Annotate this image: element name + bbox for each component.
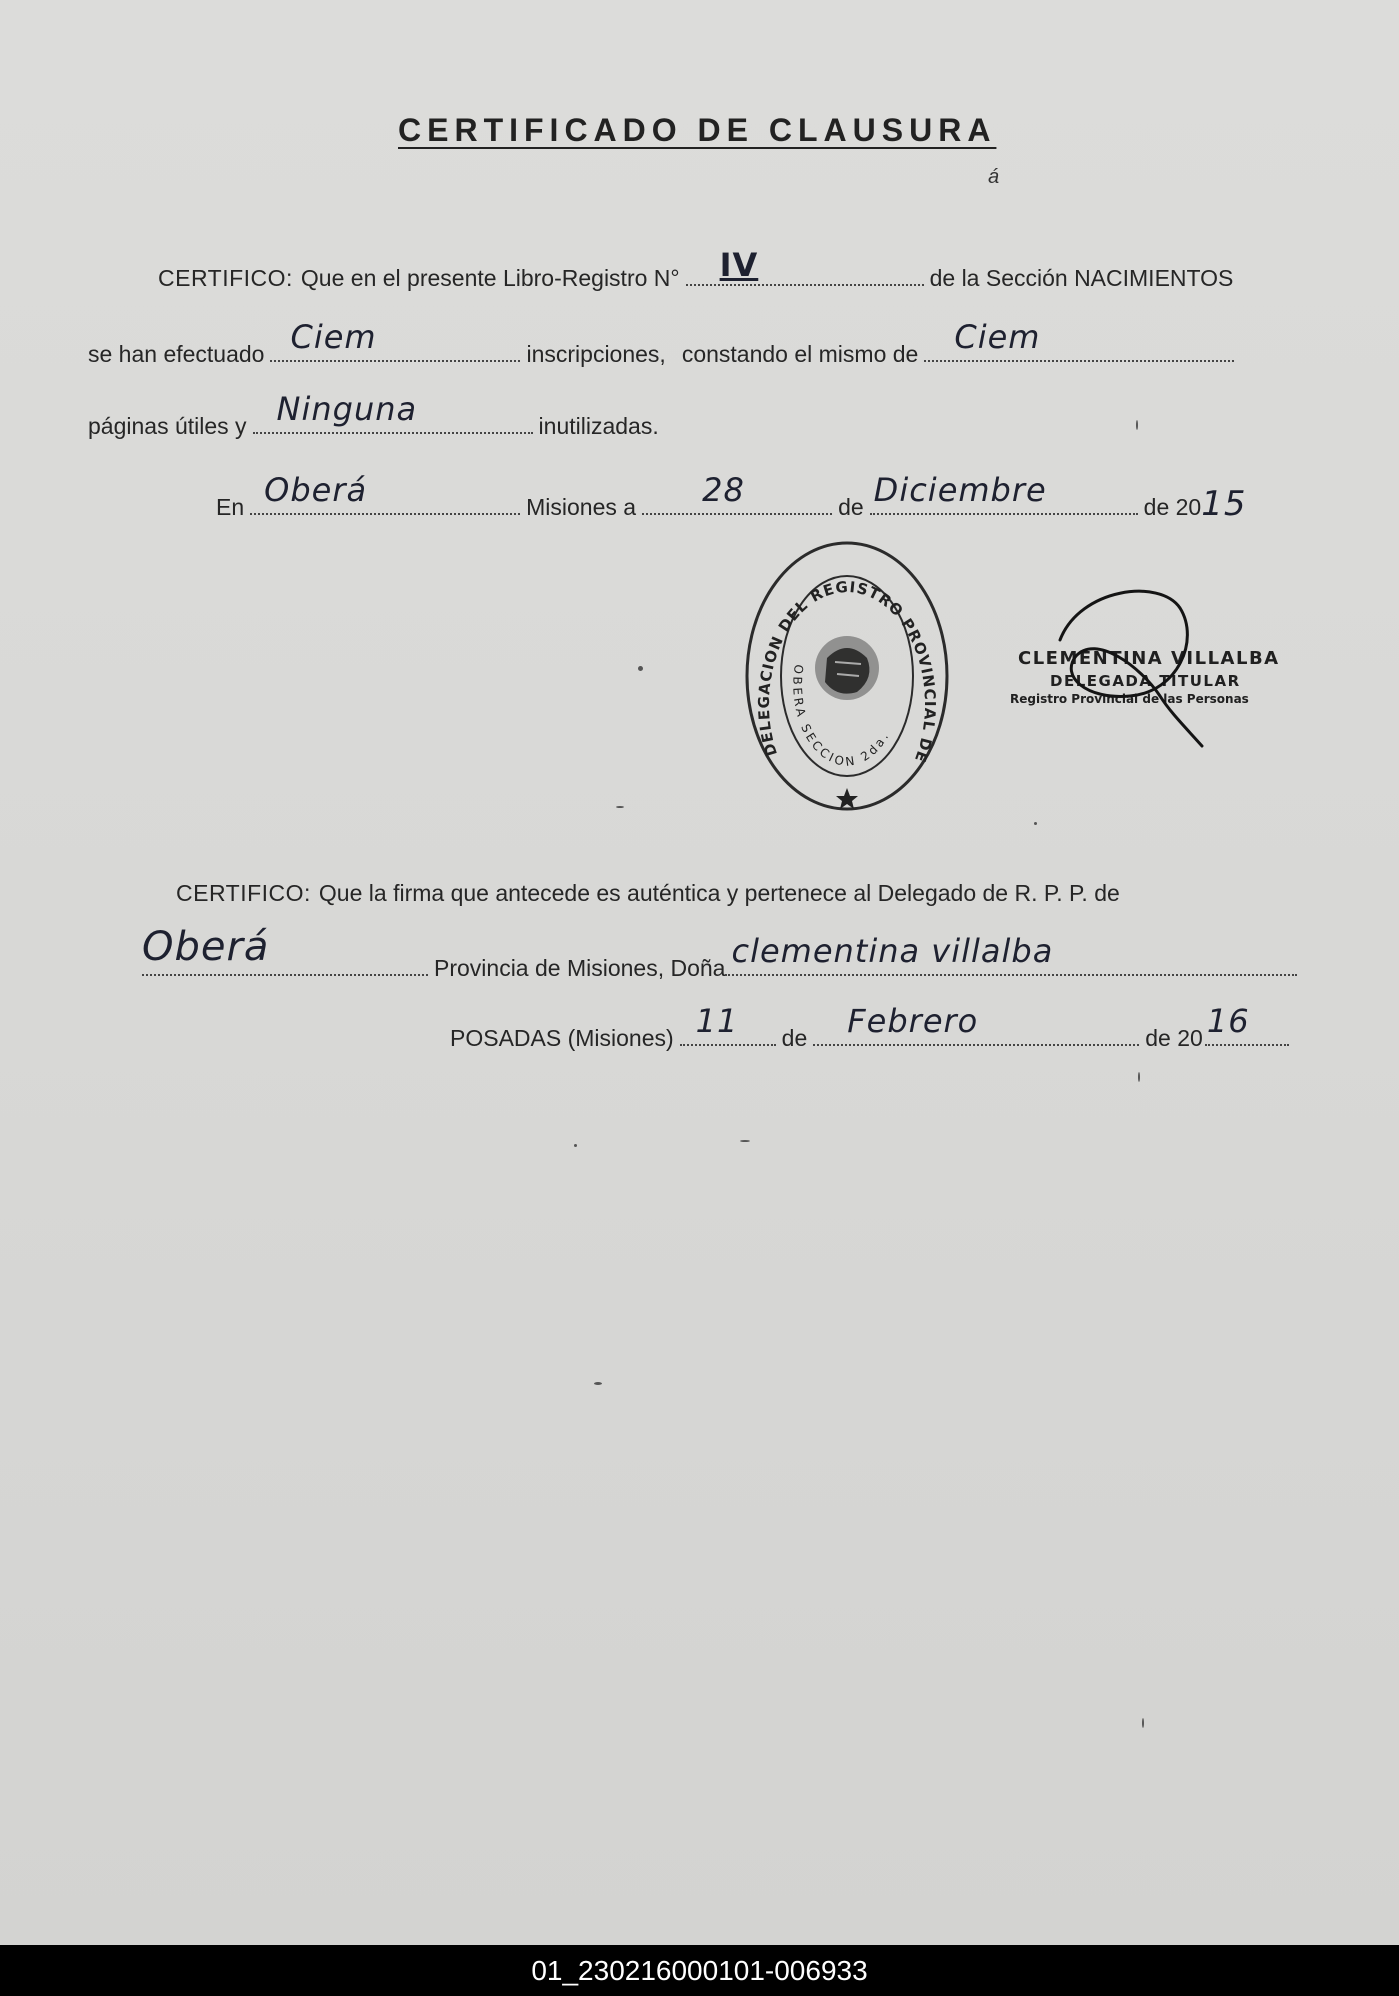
paginas-count: Ciem [954,318,1041,356]
person-field [725,932,1297,976]
speck [574,1144,577,1147]
paginas-text: páginas útiles y [88,413,247,439]
en-text: En [216,494,245,520]
paginas-field [924,318,1234,362]
place2-handwritten: Oberá [142,924,270,970]
posadas-text: POSADAS (Misiones) [450,1025,674,1051]
libro-number-field [686,246,924,286]
day-handwritten: 28 [702,471,745,509]
speck [1034,822,1037,825]
de2-text: de [781,1025,808,1051]
small-mark: á [988,166,1000,188]
place-handwritten: Oberá [264,471,368,509]
de2-20-text: de 20 [1145,1025,1203,1051]
year2-handwritten: 16 [1206,1002,1250,1040]
cert2-line2 [142,924,1303,982]
signer-org: Registro Provincial de las Personas [1010,692,1249,706]
inscripciones-text: inscripciones, [526,341,666,367]
speck [1142,1718,1144,1728]
place-field [250,471,520,515]
inutilizadas-count: Ninguna [276,390,418,428]
handwritten-signature-icon [1010,580,1300,750]
libro-number: IV [719,246,759,284]
signature-block [1010,580,1300,750]
day2-field [680,1002,776,1046]
speck [594,1382,602,1385]
year-handwritten: 15 [1201,484,1247,524]
de-20-text: de 20 [1143,494,1202,520]
certifico-label: CERTIFICO: [158,265,293,291]
inutilizadas-field [253,390,533,434]
speck [1138,1072,1140,1082]
seccion-text: de la Sección NACIMIENTOS [929,265,1234,291]
certifico2-label: CERTIFICO: [176,880,311,906]
cert1-line3 [88,390,659,440]
constando-text: constando el mismo de [681,341,919,367]
month-field [870,471,1138,515]
document-title: CERTIFICADO DE CLAUSURA [398,112,997,148]
speck [1136,420,1138,430]
inutilizadas-text: inutilizadas. [538,413,659,439]
month-handwritten: Diciembre [873,471,1047,509]
firma-text: Que la firma que antecede es auténtica y pertenece al Delegado de R. P. P. de [318,880,1120,906]
de-text: de [838,494,864,520]
signer-role: DELEGADA TITULAR [1050,672,1241,690]
cert2-line3 [450,1002,1295,1052]
inscripciones-count: Ciem [290,318,377,356]
day-field [642,471,832,515]
month2-field [813,1002,1139,1046]
efectuado-text: se han efectuado [88,341,265,367]
misiones-a-text: Misiones a [526,494,637,520]
month2-handwritten: Febrero [847,1002,979,1040]
year2-field [1205,1002,1289,1046]
speck [740,1140,750,1142]
cert1-line2 [88,318,1240,368]
provincia-text: Provincia de Misiones, Doña [434,955,726,981]
cert1-line1 [158,246,1234,292]
person-handwritten: clementina villalba [731,932,1054,970]
day2-handwritten: 11 [695,1002,739,1040]
scan-id-footer: 01_230216000101-006933 [0,1945,1399,1996]
speck [616,806,624,808]
speck [638,666,643,671]
libro-text: Que en el presente Libro-Registro N° [300,265,680,291]
official-stamp [744,540,950,812]
cert2-line1 [176,880,1120,907]
stamp-outer-text: DELEGACION DEL REGISTRO PROVINCIAL DE [754,577,940,766]
place2-field [142,924,428,976]
inscripciones-field [270,318,520,362]
stamp-seal-icon [744,540,950,812]
stamp-inner-text: OBERA SECCION 2da. [790,663,893,769]
cert1-line4 [216,471,1247,524]
signer-name: CLEMENTINA VILLALBA [1018,648,1280,669]
